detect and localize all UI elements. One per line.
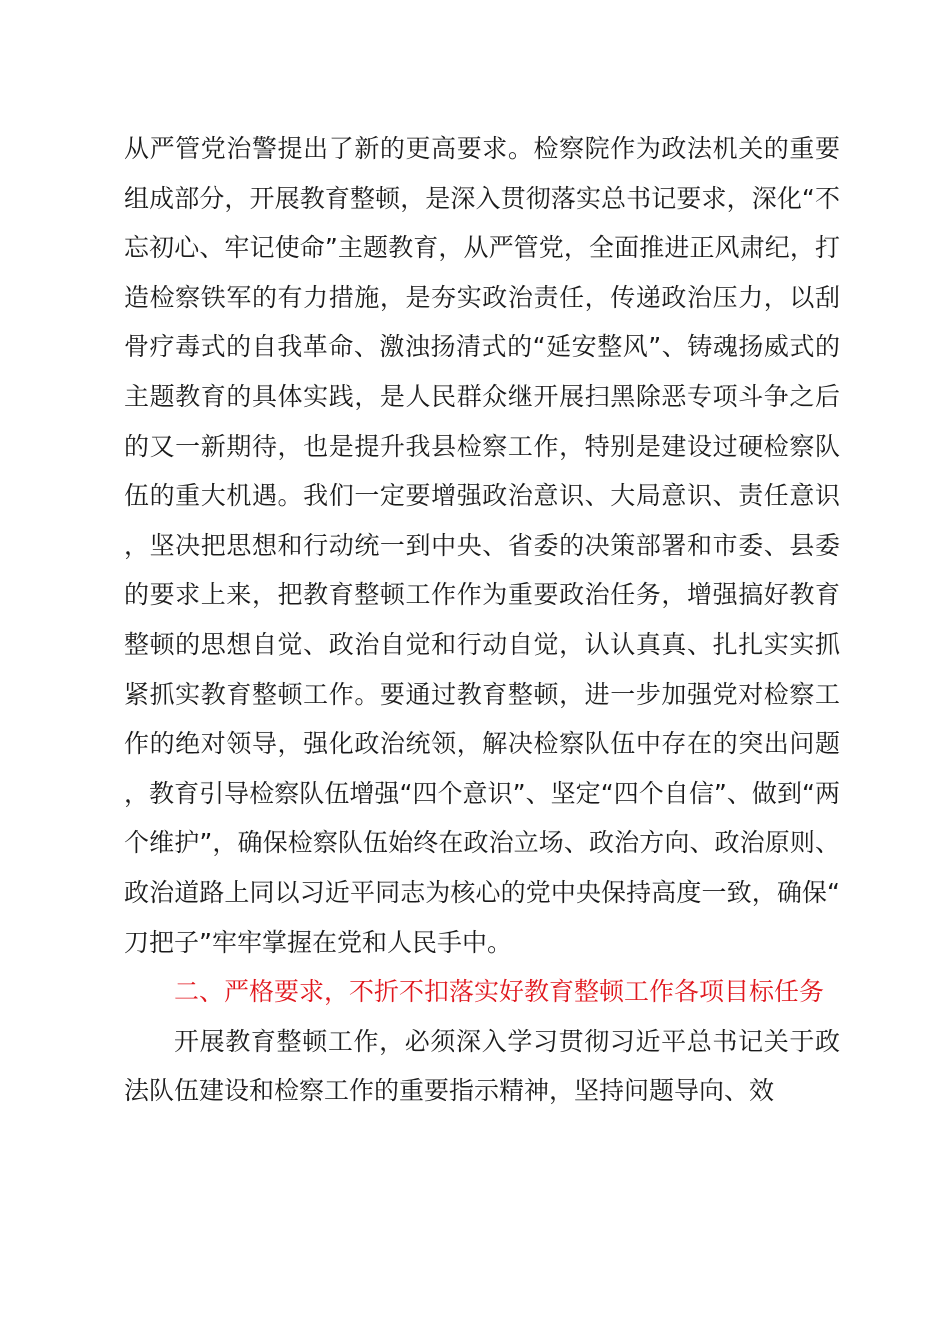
body-paragraph-continuation: 从严管党治警提出了新的更高要求。检察院作为政法机关的重要组成部分，开展教育整顿，是深入贯彻落实总书记要求，深化“不忘初心、牢记使命”主题教育，从严管党，全面推进正风肃纪，打造检察铁军的有力措施，是夯实政治责任，传递政治压力，以刮骨疗毒式的自我革命、激浊扬清式的“延安整风”、铸魂扬威式的主题教育的具体实践，是人民群众继开展扫黑除恶专项斗争之后的又一新期待，也是提升我县检察工作，特别是建设过硬检察队伍的重大机遇。我们一定要增强政治意识、大局意识、责任意识，坚决把思想和行动统一到中央、省委的决策部署和市委、县委的要求上来，把教育整顿工作作为重要政治任务，增强搞好教育整顿的思想自觉、政治自觉和行动自觉，认认真真、扎扎实实抓紧抓实教育整顿工作。要通过教育整顿，进一步加强党对检察工作的绝对领导，强化政治统领，解决检察队伍中存在的突出问题，教育引导检察队伍增强“四个意识”、坚定“四个自信”、做到“两个维护”，确保检察队伍始终在政治立场、政治方向、政治原则、政治道路上同以习近平同志为核心的党中央保持高度一致，确保“刀把子”牢牢掌握在党和人民手中。 xyxy=(124,134,840,957)
section-heading-2: 二、严格要求，不折不扣落实好教育整顿工作各项目标任务 xyxy=(174,977,825,1007)
body-paragraph-section-2: 开展教育整顿工作，必须深入学习贯彻习近平总书记关于政法队伍建设和检察工作的重要指示精神，坚持问题导向、效 xyxy=(124,1026,840,1106)
document-body xyxy=(124,124,840,1116)
